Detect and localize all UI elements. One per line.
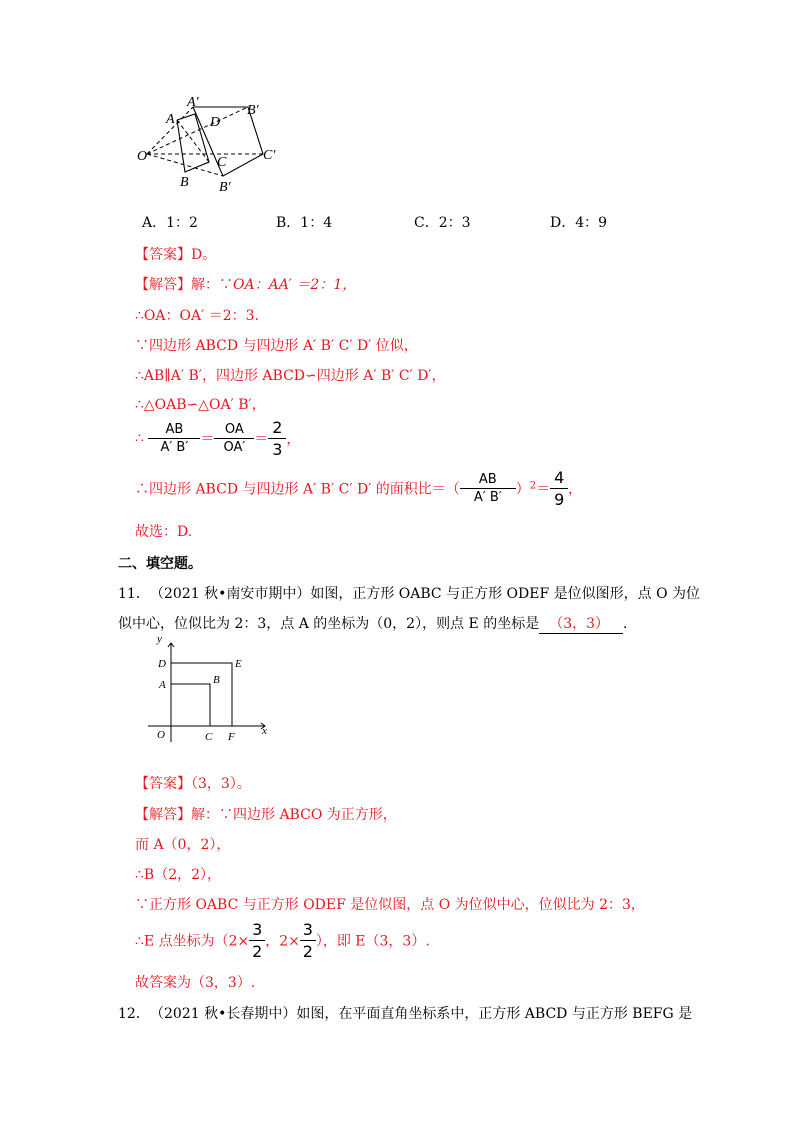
solution-tag: 【解答】 <box>135 277 191 293</box>
option-a: A．1：2 <box>142 215 198 231</box>
answer-value: （3，3）。 <box>191 776 251 792</box>
q11-line3: ∴B（2，2）， <box>135 867 222 883</box>
fig1-label-b: B <box>180 175 189 190</box>
fig2-label-y: y <box>157 633 162 645</box>
fraction-ab-over-a1b1 <box>148 422 200 455</box>
q10-line4: ∴AB∥A′ B′，四边形 ABCD∽四边形 A′ B′ C′ D′， <box>135 368 446 384</box>
fig1-label-a: A <box>166 112 175 127</box>
fraction-4-over-9 <box>550 468 568 509</box>
coordinate-squares-figure <box>140 630 280 745</box>
solution-line1: 解：∵四边形 ABCO 为正方形， <box>191 807 397 823</box>
fraction-3-over-2 <box>249 920 265 961</box>
fraction-numerator: OA <box>224 422 244 437</box>
fig2-label-o: O <box>157 729 165 741</box>
similar-quadrilaterals-figure <box>135 92 285 202</box>
solution-tag: 【解答】 <box>135 807 191 823</box>
option-b: B．1：4 <box>276 215 333 231</box>
solution-intro: 解：∵ <box>191 277 233 293</box>
fig2-label-x: x <box>262 725 267 737</box>
fraction-numerator: 4 <box>554 468 565 487</box>
fraction-numerator: AB <box>478 472 497 487</box>
fig1-label-a-prime: A′ <box>187 95 199 110</box>
q10-answer <box>135 244 216 264</box>
fraction-oa-over-oa1 <box>214 422 254 455</box>
q11-line6: 故答案为（3，3）. <box>135 975 256 991</box>
q11-line4: ∵正方形 OABC 与正方形 ODEF 是位似图，点 O 为位似中心，位似比为 2：3， <box>135 897 645 913</box>
fig1-label-b-prime-bottom: B′ <box>219 180 231 195</box>
option-d: D．4：9 <box>550 215 608 231</box>
q11-number: 11． <box>118 586 150 602</box>
fraction-denominator: 3 <box>268 438 286 459</box>
ratio-prefix: ∴ <box>135 430 144 447</box>
q12-number: 12． <box>118 1006 150 1022</box>
section-title: 二、填空题。 <box>118 556 202 572</box>
q10-solution-line1 <box>135 274 356 294</box>
fig2-label-f: F <box>228 731 235 743</box>
area-ratio-prefix: ∴四边形 ABCD 与四边形 A′ B′ C′ D′ 的面积比＝（ <box>135 481 460 498</box>
q11-answer <box>135 773 251 793</box>
q11-line2: 而 A（0，2）， <box>135 837 231 853</box>
exponent: 2 <box>529 480 537 492</box>
q10-line3: ∵四边形 ABCD 与四边形 A′ B′ C′ D′ 位似， <box>135 338 418 354</box>
answer-tag: 【答案】 <box>135 247 191 263</box>
q11-text-end: ． <box>623 616 638 632</box>
fraction-ab-over-a1b1-squared <box>460 472 516 505</box>
q11-solution-line1 <box>135 804 397 824</box>
fraction-denominator: 9 <box>550 488 568 509</box>
fig2-label-c: C <box>205 731 213 743</box>
solution-line1: OA：AA′ ＝2：1， <box>233 277 357 293</box>
fraction-denominator: A′ B′ <box>148 438 200 455</box>
answer-tag: 【答案】 <box>135 776 191 792</box>
fraction-numerator: 3 <box>252 920 263 939</box>
fig1-label-b-prime-top: B′ <box>247 103 259 118</box>
equals-sign: ＝ <box>254 431 269 448</box>
fig2-label-b: B <box>213 674 220 686</box>
answer-value: D。 <box>191 247 217 263</box>
fraction-denominator: 2 <box>300 940 316 961</box>
q10-line2: ∴OA：OA′ ＝2：3. <box>135 308 259 324</box>
fig1-label-c: C <box>217 155 227 170</box>
q12-text: （2021 秋•长春期中）如图，在平面直角坐标系中，正方形 ABCD 与正方形 BEFG 是 <box>150 1006 693 1022</box>
fig2-label-d: D <box>158 658 166 670</box>
ratio-suffix: ， <box>286 431 301 448</box>
fraction-numerator: AB <box>165 422 184 437</box>
coord-mid: ，2× <box>265 933 300 950</box>
fig2-label-a: A <box>159 679 166 691</box>
q11-text-line2-body: 似中心，位似比为 2：3，点 A 的坐标为（0，2），则点 E 的坐标是 <box>118 616 540 632</box>
fraction-2-over-3 <box>268 418 286 459</box>
q11-text-line1: （2021 秋•南安市期中）如图，正方形 OABC 与正方形 ODEF 是位似图形，点 O 为位 <box>150 586 700 602</box>
fig1-label-d: D <box>210 115 221 130</box>
equals-sign: ＝ <box>200 431 215 448</box>
coord-prefix: ∴E 点坐标为（2× <box>135 933 250 950</box>
q11-line5 <box>135 920 430 961</box>
q10-final-choice: 故选：D. <box>135 524 193 540</box>
area-ratio-mid: ） <box>515 481 530 498</box>
fig2-label-e: E <box>235 658 242 670</box>
fig1-label-c-prime: C′ <box>263 148 276 163</box>
area-ratio-suffix: ， <box>568 481 583 498</box>
fig1-label-o: O <box>137 149 148 164</box>
q10-ratio-line <box>135 418 300 459</box>
option-c: C．2：3 <box>414 215 471 231</box>
q10-line5: ∴△OAB∽△OA′ B′， <box>135 397 266 413</box>
equals-sign: ＝ <box>536 481 551 498</box>
fraction-3-over-2 <box>300 920 316 961</box>
fraction-numerator: 3 <box>302 920 313 939</box>
fraction-denominator: A′ B′ <box>460 488 516 505</box>
fraction-denominator: OA′ <box>214 438 254 455</box>
q10-area-ratio-line <box>135 468 582 509</box>
fraction-denominator: 2 <box>249 940 265 961</box>
fraction-numerator: 2 <box>272 418 283 437</box>
coord-suffix: ），即 E（3，3）. <box>315 933 430 950</box>
q11-answer-blank[interactable]: （3，3） <box>539 613 623 634</box>
